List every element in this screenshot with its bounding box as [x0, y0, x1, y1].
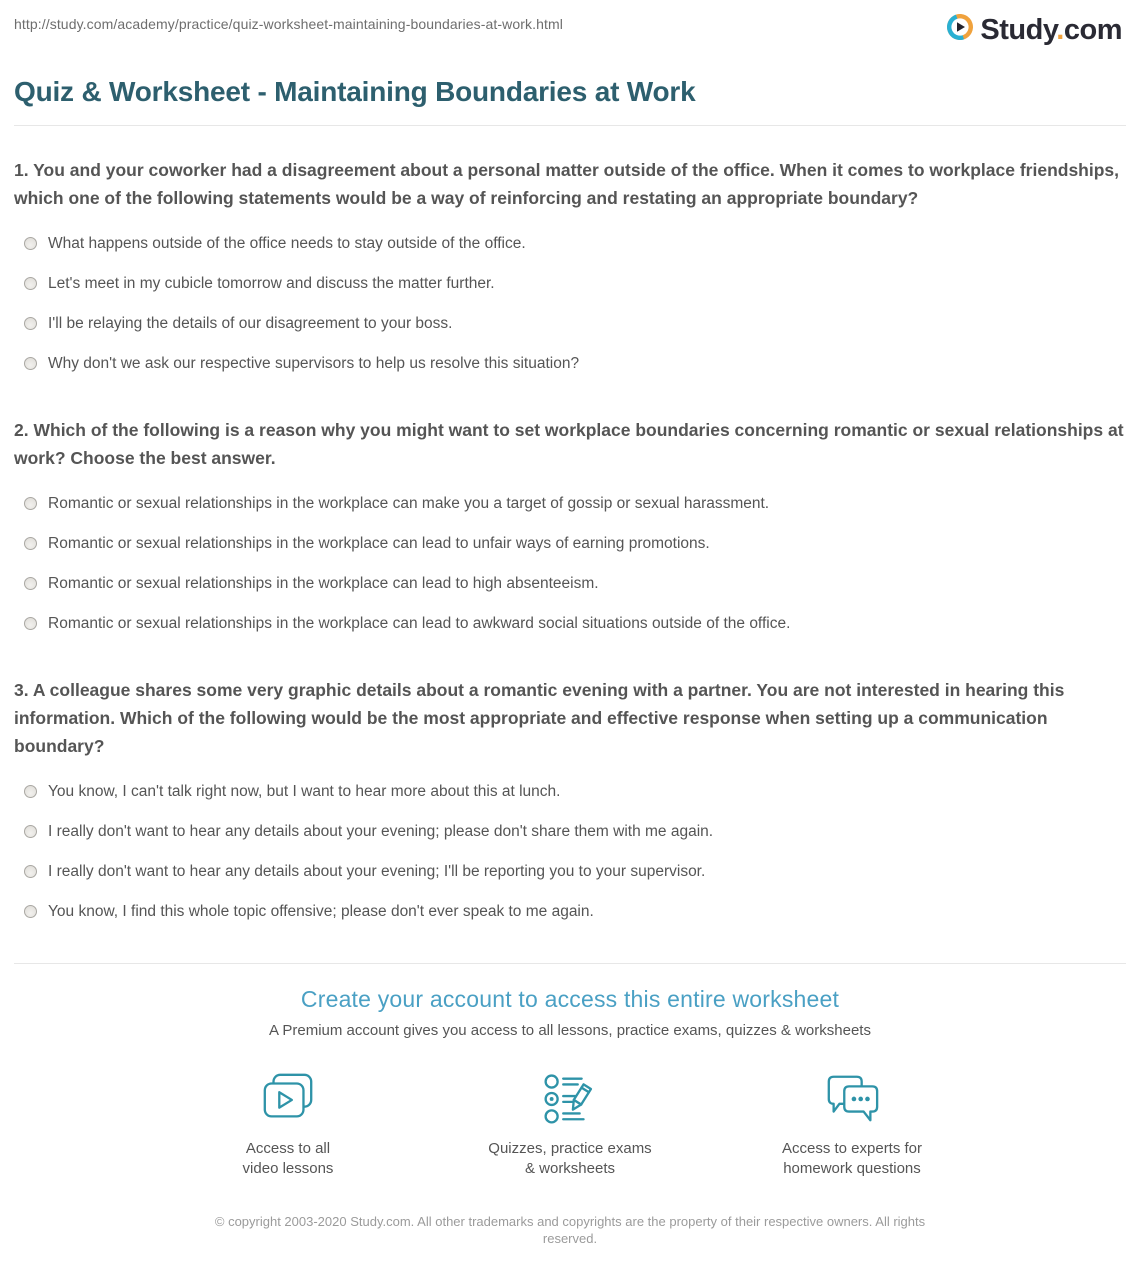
logo-dot: .	[1056, 13, 1064, 46]
answer-option	[14, 534, 1126, 554]
answer-option	[14, 274, 1126, 294]
study-logo-icon	[945, 12, 975, 47]
answer-option	[14, 614, 1126, 634]
option-label[interactable]: Romantic or sexual relationships in the workplace can lead to high absenteeism.	[48, 575, 599, 592]
option-label[interactable]: Let's meet in my cubicle tomorrow and discuss the matter further.	[48, 275, 495, 292]
option-label[interactable]: Romantic or sexual relationships in the workplace can lead to unfair ways of earning promotions.	[48, 535, 710, 552]
page-url: http://study.com/academy/practice/quiz-worksheet-maintaining-boundaries-at-work.html	[14, 16, 563, 32]
radio-button[interactable]	[24, 497, 37, 510]
footer-divider	[14, 963, 1126, 964]
study-logo[interactable]	[945, 12, 1122, 47]
option-label[interactable]: Romantic or sexual relationships in the workplace can make you a target of gossip or sexual harassment.	[48, 495, 770, 512]
video-lessons-icon	[259, 1069, 317, 1127]
title-divider	[14, 125, 1126, 126]
radio-button[interactable]	[24, 537, 37, 550]
study-logo-text: Study.com	[980, 13, 1122, 46]
feature-label: Access to experts for homework questions	[781, 1140, 923, 1177]
option-label[interactable]: I really don't want to hear any details about your evening; I'll be reporting you to your supervisor.	[48, 863, 706, 880]
option-label[interactable]: Romantic or sexual relationships in the workplace can lead to awkward social situations outside of the office.	[48, 615, 791, 632]
radio-button[interactable]	[24, 617, 37, 630]
radio-button[interactable]	[24, 865, 37, 878]
question-2-options	[14, 494, 1126, 634]
quizzes-worksheets-icon	[541, 1069, 599, 1127]
answer-option	[14, 314, 1126, 334]
radio-button[interactable]	[24, 785, 37, 798]
option-label[interactable]: Why don't we ask our respective supervisors to help us resolve this situation?	[48, 355, 580, 372]
page-header	[14, 0, 1126, 47]
radio-button[interactable]	[24, 577, 37, 590]
answer-option	[14, 862, 1126, 882]
option-label[interactable]: You know, I find this whole topic offensive; please don't ever speak to me again.	[48, 903, 594, 920]
feature-video-lessons	[178, 1069, 398, 1179]
option-label[interactable]: You know, I can't talk right now, but I want to hear more about this at lunch.	[48, 783, 561, 800]
question-text: 2. Which of the following is a reason why you might want to set workplace boundaries concerning romantic or sexual relationships at work? Choose the best answer.	[14, 420, 1124, 468]
question-text: 1. You and your coworker had a disagreement about a personal matter outside of the office. When it comes to workplace friendships, which one of the following statements would be a way of reinforcing and restating an appropriate boundary?	[14, 160, 1120, 208]
feature-label: Quizzes, practice exams & worksheets	[488, 1140, 652, 1177]
radio-button[interactable]	[24, 825, 37, 838]
question-text: 3. A colleague shares some very graphic details about a romantic evening with a partner. You are not interested in hearing this information. Which of the following would be the most appropriate and effective response when setting up a communication boundary?	[14, 680, 1065, 756]
answer-option	[14, 494, 1126, 514]
question-3	[14, 676, 1126, 922]
radio-button[interactable]	[24, 905, 37, 918]
answer-option	[14, 574, 1126, 594]
question-1	[14, 156, 1126, 374]
page-title: Quiz & Worksheet - Maintaining Boundaries at Work	[14, 76, 696, 107]
answer-option	[14, 354, 1126, 374]
feature-homework-experts	[742, 1069, 962, 1179]
feature-quizzes-worksheets	[460, 1069, 680, 1179]
features-row	[14, 1069, 1126, 1179]
option-label[interactable]: I'll be relaying the details of our disagreement to your boss.	[48, 315, 453, 332]
question-2	[14, 416, 1126, 634]
radio-button[interactable]	[24, 317, 37, 330]
option-label[interactable]: What happens outside of the office needs to stay outside of the office.	[48, 235, 526, 252]
feature-label: Access to all video lessons	[242, 1140, 334, 1177]
cta-title: Create your account to access this entire worksheet	[300, 986, 840, 1012]
radio-button[interactable]	[24, 277, 37, 290]
option-label[interactable]: I really don't want to hear any details about your evening; please don't share them with me again.	[48, 823, 714, 840]
question-1-options	[14, 234, 1126, 374]
answer-option	[14, 782, 1126, 802]
copyright-text: © copyright 2003-2020 Study.com. All other trademarks and copyrights are the property of their respective owners. All rights reserved.	[214, 1214, 926, 1246]
answer-option	[14, 234, 1126, 254]
question-3-options	[14, 782, 1126, 922]
radio-button[interactable]	[24, 357, 37, 370]
chat-experts-icon	[823, 1069, 881, 1127]
cta-subtitle: A Premium account gives you access to all lessons, practice exams, quizzes & worksheets	[269, 1022, 871, 1039]
answer-option	[14, 822, 1126, 842]
answer-option	[14, 902, 1126, 922]
radio-button[interactable]	[24, 237, 37, 250]
